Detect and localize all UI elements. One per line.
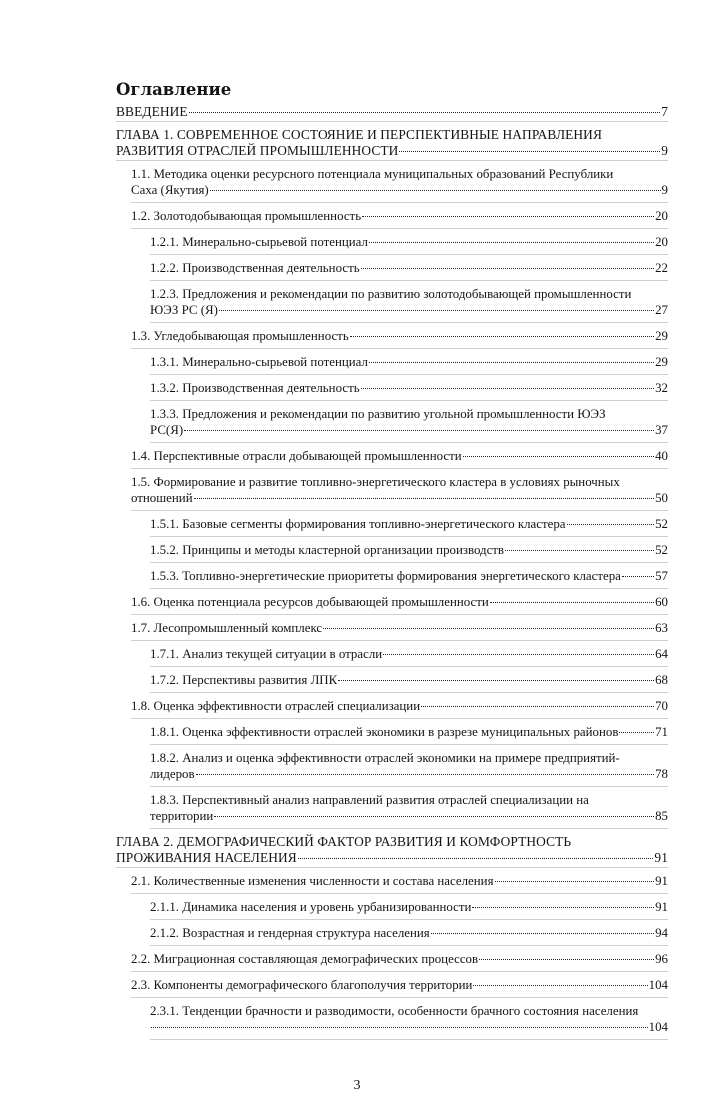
toc-entry-leader-row	[131, 951, 668, 967]
entry-separator	[150, 280, 668, 281]
toc-page-number: 70	[655, 699, 668, 713]
toc-title: Оглавление	[116, 80, 232, 99]
toc-page-number: 63	[655, 621, 668, 635]
toc-entry-leader-row	[150, 646, 668, 662]
dot-leader	[383, 654, 654, 655]
toc-entry-leader-row	[150, 766, 668, 782]
dot-leader	[362, 216, 654, 217]
toc-page-number: 85	[655, 809, 668, 823]
toc-page-number: 22	[655, 261, 668, 275]
toc-page-number: 57	[655, 569, 668, 583]
toc-entry-text: ВВЕДЕНИЕ	[116, 104, 188, 119]
entry-separator	[150, 374, 668, 375]
toc-entry[interactable]	[116, 568, 668, 584]
dot-leader	[495, 881, 655, 882]
toc-entry-text: 1.8.2. Анализ и оценка эффективности отраслей экономики на примере предприятий-	[150, 751, 620, 765]
toc-entry[interactable]	[116, 474, 668, 506]
toc-page-number: 50	[655, 491, 668, 505]
toc-entry-leader-row	[131, 328, 668, 344]
dot-leader	[350, 336, 654, 337]
dot-leader	[473, 985, 647, 986]
dot-leader	[196, 774, 655, 775]
entry-separator	[150, 919, 668, 920]
toc-page-number: 96	[655, 952, 668, 966]
entry-separator	[131, 510, 668, 511]
toc-entry-leader-row	[116, 850, 668, 866]
toc-entry[interactable]	[116, 594, 668, 610]
entry-separator	[150, 786, 668, 787]
dot-leader	[189, 112, 661, 113]
entry-separator	[131, 997, 668, 998]
table-of-contents	[116, 104, 668, 1045]
toc-page-number: 40	[655, 449, 668, 463]
entry-separator	[131, 718, 668, 719]
dot-leader	[505, 550, 654, 551]
entry-separator	[131, 202, 668, 203]
toc-entry-leader-row	[150, 516, 668, 532]
toc-entry-text: 1.2. Золотодобывающая промышленность	[131, 209, 362, 223]
dot-leader	[338, 680, 654, 681]
toc-page-number: 32	[655, 381, 668, 395]
toc-entry-text: ГЛАВА 2. ДЕМОГРАФИЧЕСКИЙ ФАКТОР РАЗВИТИЯ И КОМФОРТНОСТЬ	[116, 834, 572, 849]
toc-entry[interactable]	[116, 127, 668, 159]
toc-entry-leader-row	[131, 620, 668, 636]
dot-leader	[194, 498, 655, 499]
dot-leader	[463, 456, 654, 457]
entry-separator	[131, 893, 668, 894]
toc-entry-text: 1.3.1. Минерально-сырьевой потенциал	[150, 355, 368, 369]
toc-page-number: 20	[655, 235, 668, 249]
toc-entry-leader-row	[131, 182, 668, 198]
toc-entry-text: 1.5.2. Принципы и методы кластерной организации производств	[150, 543, 505, 557]
dot-leader	[151, 1027, 648, 1028]
toc-entry-leader-row	[131, 698, 668, 714]
toc-entry-leader-row	[116, 143, 668, 159]
toc-entry[interactable]	[116, 448, 668, 464]
toc-entry-leader-row	[150, 422, 668, 438]
toc-page-number: 29	[655, 329, 668, 343]
entry-separator	[131, 228, 668, 229]
toc-entry-leader-row	[150, 925, 668, 941]
toc-entry-leader-row	[131, 873, 668, 889]
toc-entry-text: РС(Я)	[150, 423, 184, 437]
dot-leader	[619, 732, 654, 733]
toc-page-number: 104	[648, 1020, 668, 1034]
toc-entry-text: лидеров	[150, 767, 195, 781]
toc-entry-text: 2.3.1. Тенденции брачности и разводимости, особенности брачного состояния населения	[150, 1004, 639, 1018]
dot-leader	[210, 190, 661, 191]
toc-entry[interactable]	[116, 380, 668, 396]
toc-entry[interactable]	[116, 1003, 668, 1035]
toc-entry[interactable]	[116, 899, 668, 915]
toc-entry-leader-row	[131, 977, 668, 993]
toc-entry[interactable]	[116, 406, 668, 438]
toc-entry-leader-row	[150, 380, 668, 396]
entry-separator	[150, 945, 668, 946]
toc-entry-text: 1.2.2. Производственная деятельность	[150, 261, 360, 275]
toc-entry-leader-row	[150, 899, 668, 915]
toc-page-number: 52	[655, 517, 668, 531]
toc-entry-leader-row	[150, 260, 668, 276]
entry-separator	[116, 867, 668, 868]
toc-entry-leader-row	[150, 724, 668, 740]
toc-page-number: 60	[655, 595, 668, 609]
toc-entry-text: ГЛАВА 1. СОВРЕМЕННОЕ СОСТОЯНИЕ И ПЕРСПЕКТИВНЫЕ НАПРАВЛЕНИЯ	[116, 127, 602, 142]
toc-page-number: 71	[655, 725, 668, 739]
dot-leader	[298, 858, 654, 859]
toc-entry-leader-row	[116, 104, 668, 120]
toc-entry-text: 1.2.1. Минерально-сырьевой потенциал	[150, 235, 368, 249]
toc-entry[interactable]	[116, 672, 668, 688]
toc-page-number: 78	[655, 767, 668, 781]
toc-entry-text: ПРОЖИВАНИЯ НАСЕЛЕНИЯ	[116, 850, 297, 865]
toc-page-number: 37	[655, 423, 668, 437]
toc-entry[interactable]	[116, 166, 668, 198]
toc-entry[interactable]	[116, 620, 668, 636]
entry-separator	[150, 400, 668, 401]
toc-entry-text: 2.2. Миграционная составляющая демографических процессов	[131, 952, 479, 966]
dot-leader	[219, 310, 654, 311]
toc-entry[interactable]	[116, 724, 668, 740]
entry-separator	[150, 322, 668, 323]
entry-separator	[150, 1039, 668, 1040]
dot-leader	[361, 388, 655, 389]
dot-leader	[369, 362, 654, 363]
toc-entry-text: 1.4. Перспективные отрасли добывающей промышленности	[131, 449, 462, 463]
toc-entry-text: ЮЭЗ РС (Я)	[150, 303, 218, 317]
toc-page-number: 104	[648, 978, 668, 992]
toc-entry[interactable]	[116, 750, 668, 782]
toc-entry-leader-row	[131, 594, 668, 610]
toc-entry-leader-row	[131, 448, 668, 464]
toc-page-number: 91	[655, 874, 668, 888]
toc-entry-leader-row	[131, 208, 668, 224]
toc-entry-leader-row	[150, 234, 668, 250]
toc-entry-text: 1.6. Оценка потенциала ресурсов добывающей промышленности	[131, 595, 489, 609]
toc-entry-leader-row	[150, 542, 668, 558]
toc-entry[interactable]	[116, 698, 668, 714]
toc-page-number: 20	[655, 209, 668, 223]
toc-entry[interactable]	[116, 951, 668, 967]
page-number: 3	[353, 1078, 361, 1093]
toc-entry-leader-row	[150, 672, 668, 688]
toc-entry-text: 2.1. Количественные изменения численности и состава населения	[131, 874, 494, 888]
toc-entry-text: 1.3.3. Предложения и рекомендации по развитию угольной промышленности ЮЭЗ	[150, 407, 606, 421]
toc-entry[interactable]	[116, 104, 668, 120]
entry-separator	[116, 121, 668, 122]
entry-separator	[131, 614, 668, 615]
toc-entry-text: территории	[150, 809, 214, 823]
toc-entry[interactable]	[116, 925, 668, 941]
toc-entry-text: 2.3. Компоненты демографического благополучия территории	[131, 978, 473, 992]
dot-leader	[399, 151, 660, 152]
entry-separator	[131, 640, 668, 641]
toc-entry-text: 2.1.1. Динамика населения и уровень урбанизированности	[150, 900, 472, 914]
toc-page-number: 91	[654, 850, 668, 865]
toc-entry-text: 1.3. Угледобывающая промышленность	[131, 329, 349, 343]
toc-entry-text: 1.5.3. Топливно-энергетические приоритеты формирования энергетического кластера	[150, 569, 621, 583]
toc-entry-text: 1.5.1. Базовые сегменты формирования топливно-энергетического кластера	[150, 517, 566, 531]
toc-page-number: 91	[655, 900, 668, 914]
toc-entry[interactable]	[116, 328, 668, 344]
toc-page-number: 9	[661, 143, 668, 158]
toc-page-number: 29	[655, 355, 668, 369]
dot-leader	[472, 907, 654, 908]
dot-leader	[214, 816, 654, 817]
toc-entry[interactable]	[116, 646, 668, 662]
dot-leader	[479, 959, 654, 960]
dot-leader	[361, 268, 655, 269]
entry-separator	[150, 442, 668, 443]
entry-separator	[150, 692, 668, 693]
toc-entry[interactable]	[116, 542, 668, 558]
toc-entry-text: 1.5. Формирование и развитие топливно-энергетического кластера в условиях рыночных	[131, 475, 620, 489]
toc-entry[interactable]	[116, 516, 668, 532]
toc-entry-text: 1.7.2. Перспективы развития ЛПК	[150, 673, 338, 687]
dot-leader	[323, 628, 654, 629]
toc-entry-text: 1.8.3. Перспективный анализ направлений развития отраслей специализации на	[150, 793, 589, 807]
entry-separator	[131, 348, 668, 349]
toc-page-number: 7	[661, 104, 668, 119]
entry-separator	[150, 588, 668, 589]
toc-entry-leader-row	[131, 490, 668, 506]
toc-entry[interactable]	[116, 286, 668, 318]
toc-entry-text: 1.7.1. Анализ текущей ситуации в отрасли	[150, 647, 383, 661]
entry-separator	[116, 160, 668, 161]
toc-page-number: 94	[655, 926, 668, 940]
toc-entry-text: отношений	[131, 491, 193, 505]
toc-entry[interactable]	[116, 260, 668, 276]
toc-page-number: 52	[655, 543, 668, 557]
toc-entry[interactable]	[116, 208, 668, 224]
toc-page-number: 64	[655, 647, 668, 661]
toc-page-number: 27	[655, 303, 668, 317]
toc-entry-leader-row	[150, 354, 668, 370]
dot-leader	[490, 602, 654, 603]
entry-separator	[150, 562, 668, 563]
toc-entry-text: 2.1.2. Возрастная и гендерная структура населения	[150, 926, 430, 940]
toc-entry-text: 1.7. Лесопромышленный комплекс	[131, 621, 323, 635]
entry-separator	[150, 536, 668, 537]
toc-entry-leader-row	[150, 302, 668, 318]
dot-leader	[369, 242, 654, 243]
toc-entry-text: РАЗВИТИЯ ОТРАСЛЕЙ ПРОМЫШЛЕННОСТИ	[116, 143, 399, 158]
toc-page-number: 9	[661, 183, 668, 197]
entry-separator	[131, 971, 668, 972]
toc-entry-text: 1.8.1. Оценка эффективности отраслей экономики в разрезе муниципальных районов	[150, 725, 619, 739]
entry-separator	[150, 666, 668, 667]
toc-entry-leader-row	[150, 1019, 668, 1035]
dot-leader	[421, 706, 654, 707]
toc-entry[interactable]	[116, 792, 668, 824]
toc-entry[interactable]	[116, 834, 668, 866]
toc-entry-text: 1.2.3. Предложения и рекомендации по развитию золотодобывающей промышленности	[150, 287, 632, 301]
toc-entry[interactable]	[116, 977, 668, 993]
entry-separator	[150, 828, 668, 829]
entry-separator	[131, 468, 668, 469]
toc-page-number: 68	[655, 673, 668, 687]
entry-separator	[150, 744, 668, 745]
entry-separator	[150, 254, 668, 255]
dot-leader	[184, 430, 654, 431]
toc-entry-text: 1.1. Методика оценки ресурсного потенциала муниципальных образований Республики	[131, 167, 614, 181]
toc-entry[interactable]	[116, 354, 668, 370]
toc-entry-text: 1.8. Оценка эффективности отраслей специализации	[131, 699, 421, 713]
dot-leader	[567, 524, 655, 525]
toc-entry[interactable]	[116, 873, 668, 889]
toc-entry-text: 1.3.2. Производственная деятельность	[150, 381, 360, 395]
toc-entry-leader-row	[150, 808, 668, 824]
toc-entry[interactable]	[116, 234, 668, 250]
dot-leader	[431, 933, 654, 934]
toc-entry-leader-row	[150, 568, 668, 584]
toc-entry-text: Саха (Якутия)	[131, 183, 209, 197]
dot-leader	[622, 576, 654, 577]
